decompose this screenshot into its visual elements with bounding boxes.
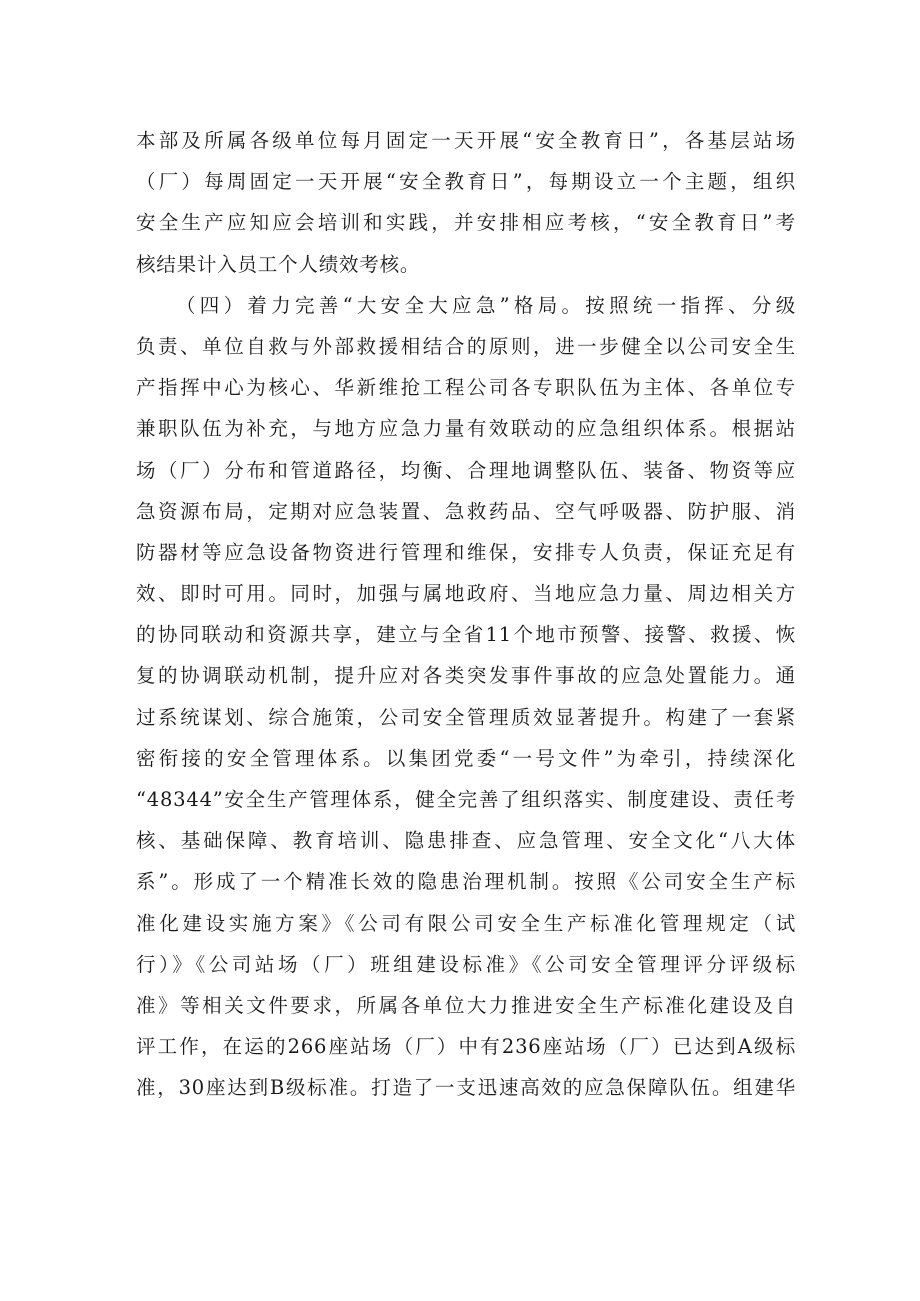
text-line: （四）着力完善“大安全大应急”格局。按照统一指挥、分级 — [176, 293, 796, 317]
text-line: 过系统谋划、综合施策，公司安全管理质效显著提升。构建了一套紧 — [136, 705, 796, 729]
text-line: 密衔接的安全管理体系。以集团党委“一号文件”为牵引，持续深化 — [136, 746, 796, 770]
text-line: 急资源布局，定期对应急装置、急救药品、空气呼吸器、防护服、消 — [136, 499, 796, 523]
text-line: 评工作，在运的266座站场（厂）中有236座站场（厂）已达到A级标 — [136, 1035, 796, 1059]
text-line: 产指挥中心为核心、华新维抢工程公司各专职队伍为主体、各单位专 — [136, 376, 796, 400]
text-line: （厂）每周固定一天开展“安全教育日”，每期设立一个主题，组织 — [136, 170, 796, 194]
text-line: 效、即时可用。同时，加强与属地政府、当地应急力量、周边相关方 — [136, 582, 796, 606]
text-line: 负责、单位自救与外部救援相结合的原则，进一步健全以公司安全生 — [136, 334, 796, 358]
text-line: 核、基础保障、教育培训、隐患排查、应急管理、安全文化“八大体 — [136, 829, 796, 853]
text-line: 场（厂）分布和管道路径，均衡、合理地调整队伍、装备、物资等应 — [136, 458, 796, 482]
text-line: 行）》《公司站场（厂）班组建设标准》《公司安全管理评分评级标 — [136, 952, 796, 976]
text-line: 的协同联动和资源共享，建立与全省11个地市预警、接警、救援、恢 — [136, 623, 796, 647]
text-line: 系”。形成了一个精准长效的隐患治理机制。按照《公司安全生产标 — [136, 870, 796, 894]
text-line: 核结果计入员工个人绩效考核。 — [136, 252, 421, 276]
text-line: 准，30座达到B级标准。打造了一支迅速高效的应急保障队伍。组建华 — [136, 1076, 796, 1100]
text-line: 准化建设实施方案》《公司有限公司安全生产标准化管理规定（试 — [136, 911, 796, 935]
text-line: 准》等相关文件要求，所属各单位大力推进安全生产标准化建设及自 — [136, 993, 796, 1017]
text-line: “48344”安全生产管理体系，健全完善了组织落实、制度建设、责任考 — [136, 788, 796, 811]
text-line: 安全生产应知应会培训和实践，并安排相应考核，“安全教育日”考 — [136, 211, 796, 235]
body-text — [136, 120, 796, 1109]
text-line: 防器材等应急设备物资进行管理和维保，安排专人负责，保证充足有 — [136, 540, 796, 564]
text-line: 兼职队伍为补充，与地方应急力量有效联动的应急组织体系。根据站 — [136, 417, 796, 441]
text-line: 本部及所属各级单位每月固定一天开展“安全教育日”，各基层站场 — [136, 129, 796, 152]
text-line: 复的协调联动机制，提升应对各类突发事件事故的应急处置能力。通 — [136, 664, 796, 688]
